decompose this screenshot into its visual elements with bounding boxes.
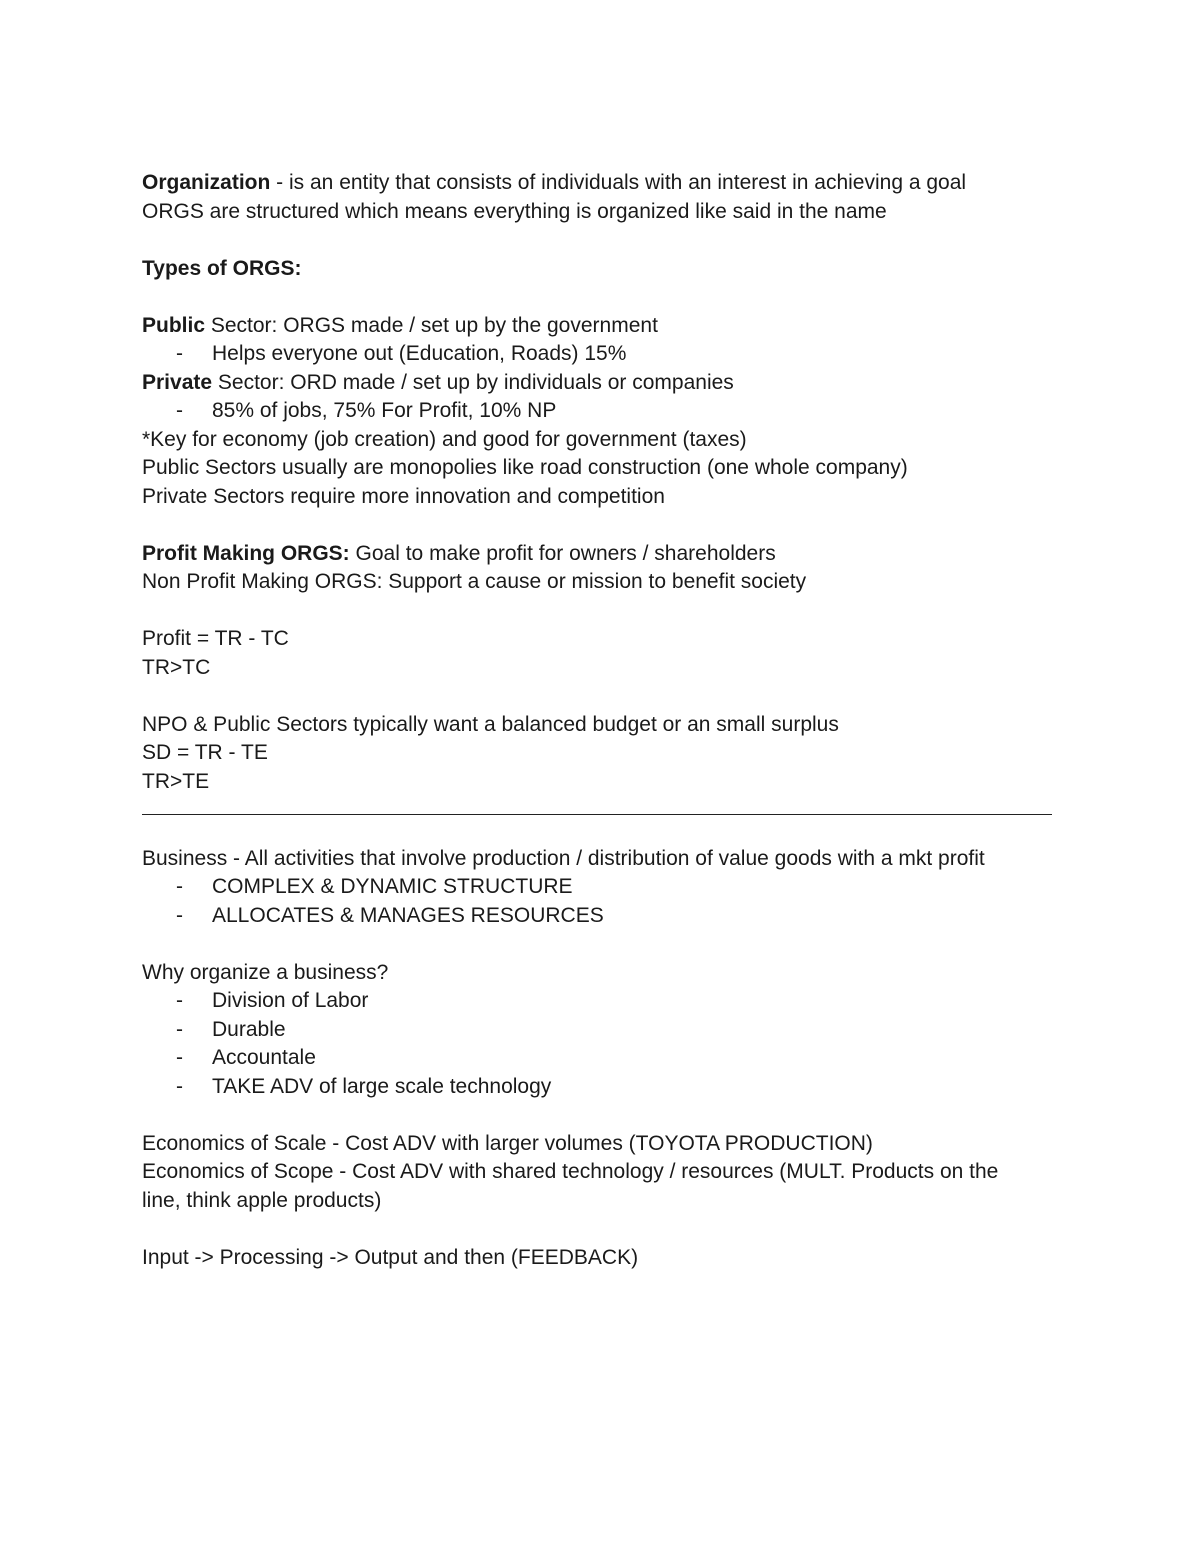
term-organization: Organization	[142, 171, 271, 194]
spacer	[142, 597, 1102, 626]
profit-formula: Profit = TR - TC	[142, 627, 289, 650]
economics-of-scope: Economics of Scope - Cost ADV with shared technology / resources (MULT. Products on the line, think apple products)	[142, 1160, 999, 1212]
private-bullet: - 85% of jobs, 75% For Profit, 10% NP	[142, 397, 1102, 426]
why-organize-question: Why organize a business?	[142, 960, 389, 984]
bullet-dash: -	[176, 1074, 183, 1098]
public-sector-line: Public Sector: ORGS made / set up by the government	[142, 313, 658, 337]
why-bullet: - Division of Labor	[142, 987, 1102, 1016]
spacer	[142, 825, 1102, 845]
why-bullet: - Durable	[142, 1016, 1102, 1045]
term-profit-making: Profit Making ORGS:	[142, 541, 350, 565]
bullet-dash: -	[176, 1017, 183, 1041]
spacer	[142, 930, 1102, 959]
spacer	[142, 283, 1102, 312]
why-bullet: - Accountale	[142, 1044, 1102, 1073]
bullet-dash: -	[176, 399, 183, 422]
spacer	[142, 682, 1102, 711]
business-definition: Business - All activities that involve production / distribution of value goods with a mkt profit	[142, 846, 985, 870]
profit-condition: TR>TC	[142, 655, 211, 679]
organization-def-text: - is an entity that consists of individuals with an interest in achieving a goal	[270, 171, 967, 194]
business-bullet: - ALLOCATES & MANAGES RESOURCES	[142, 902, 1102, 931]
public-monopoly-note: Public Sectors usually are monopolies like road construction (one whole company)	[142, 456, 908, 479]
profit-making-line: Profit Making ORGS: Goal to make profit for owners / shareholders	[142, 541, 776, 565]
private-sector-line: Private Sector: ORD made / set up by individuals or companies	[142, 370, 734, 394]
input-output-flow: Input -> Processing -> Output and then (FEEDBACK)	[142, 1245, 639, 1269]
bullet-dash: -	[176, 875, 183, 898]
divider-line	[142, 814, 1052, 815]
sd-condition: TR>TE	[142, 769, 210, 793]
bullet-dash: -	[176, 1046, 183, 1069]
key-note: *Key for economy (job creation) and good for government (taxes)	[142, 427, 747, 451]
public-bullet: - Helps everyone out (Education, Roads) 15%	[142, 340, 1102, 369]
private-innovation-note: Private Sectors require more innovation and competition	[142, 484, 665, 508]
orgs-structured-line: ORGS are structured which means everything is organized like said in the name	[142, 199, 887, 223]
spacer	[142, 226, 1102, 255]
types-heading: Types of ORGS:	[142, 256, 302, 280]
bullet-dash: -	[176, 989, 183, 1012]
sd-formula: SD = TR - TE	[142, 741, 268, 764]
bullet-dash: -	[176, 342, 183, 365]
organization-definition	[142, 169, 1102, 198]
spacer	[142, 1101, 1102, 1130]
term-private: Private	[142, 370, 213, 394]
spacer	[142, 1215, 1102, 1244]
bullet-dash: -	[176, 903, 183, 927]
business-bullet: - COMPLEX & DYNAMIC STRUCTURE	[142, 873, 1102, 902]
why-bullet: - TAKE ADV of large scale technology	[142, 1073, 1102, 1102]
horizontal-divider	[142, 796, 1102, 825]
economics-of-scale: Economics of Scale - Cost ADV with larger volumes (TOYOTA PRODUCTION)	[142, 1131, 873, 1155]
npo-budget-line: NPO & Public Sectors typically want a balanced budget or an small surplus	[142, 712, 839, 736]
spacer	[142, 511, 1102, 540]
notes-body	[142, 169, 1102, 1272]
term-public: Public	[142, 313, 206, 337]
non-profit-line: Non Profit Making ORGS: Support a cause or mission to benefit society	[142, 570, 807, 593]
